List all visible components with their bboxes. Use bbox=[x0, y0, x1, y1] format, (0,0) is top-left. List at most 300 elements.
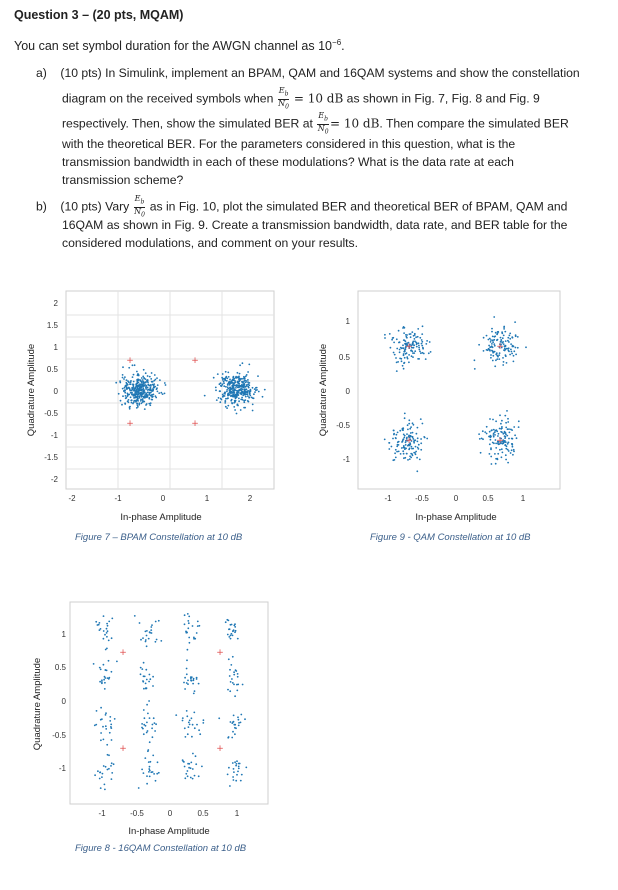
scatter-point bbox=[245, 767, 247, 769]
scatter-point bbox=[396, 348, 398, 350]
scatter-point bbox=[410, 432, 412, 434]
scatter-point bbox=[500, 428, 502, 430]
scatter-point bbox=[232, 656, 234, 658]
scatter-point bbox=[504, 432, 506, 434]
scatter-point bbox=[242, 394, 244, 396]
reference-marker: + bbox=[126, 356, 134, 366]
scatter-point bbox=[122, 395, 124, 397]
y-axis-label: Quadrature Amplitude bbox=[26, 343, 37, 437]
scatter-point bbox=[233, 377, 235, 379]
scatter-point bbox=[410, 426, 412, 428]
scatter-point bbox=[110, 724, 112, 726]
scatter-point bbox=[418, 358, 420, 360]
scatter-point bbox=[138, 375, 140, 377]
scatter-point bbox=[108, 677, 110, 679]
y-tick: 0.5 bbox=[338, 353, 350, 362]
scatter-point bbox=[509, 354, 511, 356]
scatter-point bbox=[507, 421, 509, 423]
scatter-point bbox=[402, 327, 404, 329]
scatter-point bbox=[152, 736, 154, 738]
scatter-point bbox=[243, 387, 245, 389]
scatter-point bbox=[490, 449, 492, 451]
scatter-point bbox=[164, 382, 166, 384]
scatter-point bbox=[235, 780, 237, 782]
scatter-point bbox=[226, 380, 228, 382]
scatter-point bbox=[103, 615, 105, 617]
part-a-line3: respectively. Then, show the simulated BER at $\frac{E_b}{N_0}$ = 10 dB. Then compare the simulated BER bbox=[62, 111, 569, 136]
x-tick: -1 bbox=[114, 494, 122, 503]
scatter-point bbox=[399, 358, 401, 360]
scatter-point bbox=[228, 376, 230, 378]
scatter-point bbox=[249, 392, 251, 394]
scatter-point bbox=[503, 361, 505, 363]
scatter-point bbox=[152, 755, 154, 757]
scatter-point bbox=[144, 394, 146, 396]
scatter-point bbox=[223, 382, 225, 384]
scatter-point bbox=[229, 690, 231, 692]
scatter-point bbox=[492, 419, 494, 421]
scatter-point bbox=[143, 724, 145, 726]
scatter-point bbox=[193, 712, 195, 714]
scatter-point bbox=[150, 392, 152, 394]
scatter-point bbox=[213, 377, 215, 379]
scatter-point bbox=[182, 717, 184, 719]
scatter-point bbox=[104, 682, 106, 684]
scatter-point bbox=[227, 372, 229, 374]
scatter-point bbox=[141, 377, 143, 379]
x-tick: 0 bbox=[167, 809, 173, 818]
scatter-point bbox=[499, 414, 501, 416]
scatter-point bbox=[122, 377, 124, 379]
scatter-point bbox=[243, 380, 245, 382]
scatter-point bbox=[198, 683, 200, 685]
scatter-point bbox=[147, 392, 149, 394]
scatter-point bbox=[500, 337, 502, 339]
y-tick: 0 bbox=[345, 387, 350, 396]
scatter-point bbox=[402, 441, 404, 443]
scatter-point bbox=[504, 437, 506, 439]
scatter-point bbox=[142, 379, 144, 381]
scatter-point bbox=[155, 379, 157, 381]
scatter-point bbox=[100, 669, 102, 671]
scatter-point bbox=[136, 403, 138, 405]
scatter-point bbox=[501, 456, 503, 458]
scatter-point bbox=[149, 393, 151, 395]
scatter-point bbox=[238, 719, 240, 721]
scatter-point bbox=[124, 403, 126, 405]
scatter-point bbox=[155, 395, 157, 397]
scatter-point bbox=[230, 624, 232, 626]
scatter-point bbox=[232, 386, 234, 388]
scatter-point bbox=[248, 364, 250, 366]
scatter-point bbox=[395, 449, 397, 451]
scatter-point bbox=[428, 352, 430, 354]
scatter-point bbox=[142, 680, 144, 682]
scatter-point bbox=[100, 707, 102, 709]
scatter-point bbox=[191, 676, 193, 678]
scatter-point bbox=[235, 765, 237, 767]
scatter-point bbox=[242, 362, 244, 364]
scatter-point bbox=[384, 439, 386, 441]
scatter-point bbox=[492, 360, 494, 362]
scatter-point bbox=[501, 431, 503, 433]
scatter-point bbox=[195, 763, 197, 765]
scatter-point bbox=[104, 634, 106, 636]
scatter-point bbox=[413, 441, 415, 443]
scatter-point bbox=[148, 398, 150, 400]
scatter-point bbox=[220, 385, 222, 387]
eb-n0-fraction: $\frac{E_b}{N_0}$ bbox=[278, 86, 289, 111]
scatter-point bbox=[502, 364, 504, 366]
scatter-point bbox=[111, 637, 113, 639]
scatter-point bbox=[155, 641, 157, 643]
scatter-point bbox=[105, 728, 107, 730]
scatter-point bbox=[501, 331, 503, 333]
part-a-line4: with the theoretical BER. For the parameters considered in this question, what is the bbox=[62, 137, 516, 151]
scatter-point bbox=[228, 382, 230, 384]
scatter-point bbox=[145, 404, 147, 406]
scatter-point bbox=[152, 389, 154, 391]
scatter-point bbox=[146, 635, 148, 637]
scatter-point bbox=[215, 389, 217, 391]
scatter-point bbox=[143, 709, 145, 711]
scatter-point bbox=[215, 387, 217, 389]
scatter-point bbox=[99, 622, 101, 624]
scatter-point bbox=[481, 438, 483, 440]
scatter-point bbox=[150, 629, 152, 631]
scatter-point bbox=[482, 430, 484, 432]
scatter-point bbox=[153, 387, 155, 389]
scatter-point bbox=[231, 380, 233, 382]
scatter-point bbox=[493, 343, 495, 345]
scatter-point bbox=[231, 403, 233, 405]
scatter-point bbox=[156, 773, 158, 775]
scatter-point bbox=[251, 397, 253, 399]
scatter-point bbox=[388, 442, 390, 444]
plot-frame bbox=[70, 602, 268, 804]
scatter-point bbox=[242, 382, 244, 384]
scatter-point bbox=[504, 415, 506, 417]
scatter-point bbox=[160, 392, 162, 394]
scatter-point bbox=[99, 667, 101, 669]
scatter-point bbox=[142, 637, 144, 639]
scatter-point bbox=[234, 395, 236, 397]
scatter-point bbox=[392, 337, 394, 339]
scatter-point bbox=[223, 385, 225, 387]
scatter-point bbox=[95, 724, 97, 726]
scatter-point bbox=[513, 449, 515, 451]
scatter-point bbox=[253, 397, 255, 399]
scatter-point bbox=[143, 389, 145, 391]
scatter-point bbox=[144, 396, 146, 398]
scatter-point bbox=[525, 346, 527, 348]
scatter-point bbox=[184, 766, 186, 768]
scatter-point bbox=[246, 374, 248, 376]
scatter-point bbox=[134, 395, 136, 397]
scatter-point bbox=[152, 724, 154, 726]
scatter-point bbox=[407, 358, 409, 360]
scatter-point bbox=[197, 625, 199, 627]
scatter-point bbox=[133, 374, 135, 376]
scatter-point bbox=[398, 444, 400, 446]
scatter-point bbox=[140, 400, 142, 402]
scatter-point bbox=[391, 446, 393, 448]
scatter-point bbox=[149, 678, 151, 680]
scatter-point bbox=[153, 717, 155, 719]
scatter-point bbox=[186, 668, 188, 670]
scatter-point bbox=[416, 343, 418, 345]
scatter-point bbox=[146, 732, 148, 734]
bpam-constellation-plot bbox=[18, 288, 280, 528]
scatter-point bbox=[194, 775, 196, 777]
part-b-line2: 16QAM as shown in Fig. 9. Create a transmission bandwidth, data rate, and BER table for the bbox=[62, 218, 568, 232]
scatter-point bbox=[229, 628, 231, 630]
part-b-line3: considered modulations, and comment on your results. bbox=[62, 236, 359, 250]
scatter-point bbox=[240, 714, 242, 716]
scatter-point bbox=[503, 326, 505, 328]
scatter-point bbox=[121, 404, 123, 406]
scatter-point bbox=[133, 381, 135, 383]
eb-n0-fraction: $\frac{E_b}{N_0}$ bbox=[317, 111, 329, 136]
scatter-point bbox=[247, 395, 249, 397]
reference-marker: + bbox=[119, 648, 127, 658]
scatter-point bbox=[126, 387, 128, 389]
scatter-point bbox=[504, 444, 506, 446]
scatter-point bbox=[409, 458, 411, 460]
scatter-point bbox=[145, 683, 147, 685]
scatter-point bbox=[414, 338, 416, 340]
reference-marker: + bbox=[126, 419, 134, 429]
scatter-point bbox=[124, 392, 126, 394]
scatter-point bbox=[199, 625, 201, 627]
part-a-line6: transmission scheme? bbox=[62, 173, 184, 187]
scatter-point bbox=[102, 726, 104, 728]
scatter-point bbox=[412, 356, 414, 358]
scatter-point bbox=[236, 774, 238, 776]
scatter-point bbox=[95, 621, 97, 623]
y-axis-label: Quadrature Amplitude bbox=[32, 657, 43, 751]
scatter-point bbox=[128, 367, 130, 369]
scatter-point bbox=[238, 400, 240, 402]
scatter-point bbox=[146, 722, 148, 724]
scatter-point bbox=[415, 336, 417, 338]
scatter-point bbox=[264, 389, 266, 391]
scatter-point bbox=[106, 648, 108, 650]
scatter-point bbox=[100, 787, 102, 789]
scatter-point bbox=[417, 328, 419, 330]
scatter-point bbox=[225, 371, 227, 373]
scatter-point bbox=[245, 396, 247, 398]
scatter-point bbox=[187, 770, 189, 772]
scatter-point bbox=[421, 333, 423, 335]
reference-marker: + bbox=[405, 436, 413, 446]
scatter-point bbox=[240, 722, 242, 724]
scatter-point bbox=[399, 349, 401, 351]
scatter-point bbox=[203, 719, 205, 721]
scatter-point bbox=[157, 384, 159, 386]
scatter-point bbox=[145, 386, 147, 388]
scatter-point bbox=[102, 773, 104, 775]
scatter-point bbox=[237, 638, 239, 640]
reference-marker: + bbox=[119, 744, 127, 754]
scatter-point bbox=[137, 398, 139, 400]
scatter-point bbox=[175, 714, 177, 716]
scatter-point bbox=[474, 368, 476, 370]
scatter-point bbox=[262, 396, 264, 398]
scatter-point bbox=[398, 451, 400, 453]
scatter-point bbox=[412, 422, 414, 424]
scatter-point bbox=[224, 379, 226, 381]
scatter-point bbox=[134, 364, 136, 366]
scatter-point bbox=[148, 771, 150, 773]
part-a-line2: diagram on the received symbols when $\frac{E_b}{N_0}$ = 10 dB as shown in Fig. 7, Fig. 8 and Fig. 9 bbox=[62, 86, 540, 111]
scatter-point bbox=[505, 355, 507, 357]
scatter-point bbox=[491, 328, 493, 330]
scatter-point bbox=[184, 623, 186, 625]
scatter-point bbox=[141, 723, 143, 725]
scatter-point bbox=[190, 680, 192, 682]
scatter-point bbox=[229, 669, 231, 671]
scatter-point bbox=[149, 631, 151, 633]
y-tick: 0 bbox=[61, 697, 66, 706]
scatter-point bbox=[227, 398, 229, 400]
scatter-point bbox=[110, 765, 112, 767]
scatter-point bbox=[514, 321, 516, 323]
scatter-point bbox=[252, 410, 254, 412]
scatter-point bbox=[155, 621, 157, 623]
x-tick: -0.5 bbox=[130, 809, 144, 818]
scatter-point bbox=[395, 357, 397, 359]
scatter-point bbox=[507, 340, 509, 342]
scatter-point bbox=[221, 377, 223, 379]
scatter-point bbox=[507, 462, 509, 464]
x-tick-labels bbox=[68, 494, 252, 503]
scatter-point bbox=[415, 446, 417, 448]
scatter-point bbox=[108, 621, 110, 623]
scatter-point bbox=[411, 331, 413, 333]
scatter-point bbox=[239, 386, 241, 388]
scatter-point bbox=[142, 393, 144, 395]
y-tick: -1 bbox=[58, 764, 66, 773]
scatter-point bbox=[150, 761, 152, 763]
scatter-point bbox=[129, 406, 131, 408]
scatter-point bbox=[137, 394, 139, 396]
x-tick: 1 bbox=[520, 494, 526, 503]
scatter-point bbox=[492, 341, 494, 343]
scatter-point bbox=[198, 729, 200, 731]
scatter-point bbox=[109, 732, 111, 734]
scatter-point bbox=[146, 396, 148, 398]
scatter-point bbox=[159, 379, 161, 381]
scatter-point bbox=[145, 384, 147, 386]
scatter-point bbox=[226, 391, 228, 393]
scatter-point bbox=[489, 436, 491, 438]
scatter-point bbox=[145, 669, 147, 671]
scatter-point bbox=[135, 395, 137, 397]
scatter-point bbox=[244, 378, 246, 380]
scatter-point bbox=[407, 424, 409, 426]
scatter-point bbox=[129, 383, 131, 385]
scatter-point bbox=[405, 353, 407, 355]
scatter-point bbox=[143, 733, 145, 735]
scatter-point bbox=[509, 432, 511, 434]
scatter-point bbox=[245, 382, 247, 384]
scatter-point bbox=[182, 720, 184, 722]
scatter-point bbox=[425, 343, 427, 345]
scatter-point bbox=[106, 744, 108, 746]
scatter-point bbox=[419, 459, 421, 461]
scatter-point bbox=[493, 429, 495, 431]
scatter-point bbox=[140, 388, 142, 390]
scatter-point bbox=[232, 682, 234, 684]
scatter-point bbox=[107, 754, 109, 756]
scatter-point bbox=[478, 344, 480, 346]
scatter-point bbox=[141, 769, 143, 771]
scatter-point bbox=[149, 674, 151, 676]
scatter-point bbox=[247, 390, 249, 392]
scatter-point bbox=[486, 335, 488, 337]
scatter-point bbox=[417, 437, 419, 439]
scatter-point bbox=[125, 397, 127, 399]
scatter-point bbox=[393, 430, 395, 432]
scatter-point bbox=[240, 409, 242, 411]
x-tick: 2 bbox=[247, 494, 253, 503]
scatter-point bbox=[423, 353, 425, 355]
scatter-point bbox=[197, 621, 199, 623]
scatter-point bbox=[512, 345, 514, 347]
scatter-point bbox=[148, 638, 150, 640]
scatter-point bbox=[403, 457, 405, 459]
scatter-point bbox=[233, 392, 235, 394]
scatter-point bbox=[158, 772, 160, 774]
scatter-point bbox=[94, 774, 96, 776]
scatter-point bbox=[219, 383, 221, 385]
scatter-point bbox=[188, 616, 190, 618]
scatter-point bbox=[238, 376, 240, 378]
scatter-point bbox=[110, 727, 112, 729]
scatter-point bbox=[144, 382, 146, 384]
scatter-point bbox=[233, 406, 235, 408]
scatter-point bbox=[415, 342, 417, 344]
scatter-point bbox=[183, 682, 185, 684]
scatter-point bbox=[186, 631, 188, 633]
scatter-point bbox=[491, 350, 493, 352]
scatter-point bbox=[134, 393, 136, 395]
scatter-point bbox=[145, 372, 147, 374]
scatter-point bbox=[193, 678, 195, 680]
scatter-point bbox=[507, 348, 509, 350]
scatter-point bbox=[144, 408, 146, 410]
scatter-point bbox=[397, 361, 399, 363]
scatter-point bbox=[513, 361, 515, 363]
scatter-point bbox=[145, 388, 147, 390]
scatter-point bbox=[221, 383, 223, 385]
scatter-point bbox=[243, 401, 245, 403]
scatter-point bbox=[505, 422, 507, 424]
scatter-point bbox=[489, 338, 491, 340]
scatter-point bbox=[511, 438, 513, 440]
scatter-point bbox=[105, 725, 107, 727]
scatter-point bbox=[483, 350, 485, 352]
scatter-point bbox=[134, 615, 136, 617]
scatter-point bbox=[234, 761, 236, 763]
scatter-point bbox=[515, 354, 517, 356]
scatter-point bbox=[495, 359, 497, 361]
scatter-point bbox=[135, 387, 137, 389]
scatter-point bbox=[129, 390, 131, 392]
part-a-line1: a) (10 pts) In Simulink, implement an BPAM, QAM and 16QAM systems and show the constellation bbox=[36, 66, 580, 80]
x-tick: 0.5 bbox=[197, 809, 209, 818]
